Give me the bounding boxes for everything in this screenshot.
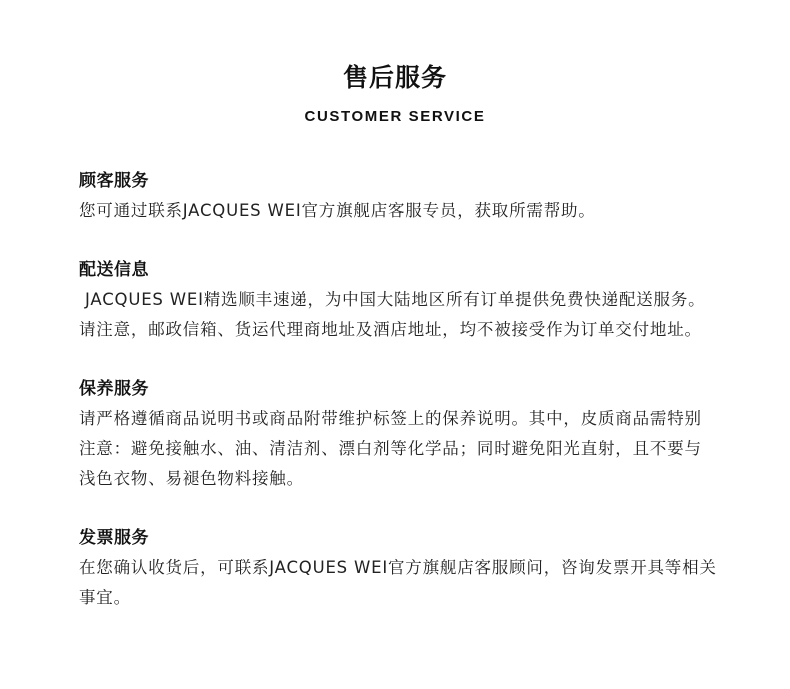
- page-subtitle: CUSTOMER SERVICE: [304, 108, 486, 125]
- section-paragraph: 您可通过联系JACQUES WEI官方旗舰店客服专员，获取所需帮助。: [79, 201, 596, 220]
- section-paragraph: 在您确认收货后，可联系JACQUES WEI官方旗舰店客服顾问，咨询发票开具等相关事宜。: [79, 558, 717, 607]
- page-header: [0, 58, 790, 128]
- section-title: 顾客服务: [79, 171, 149, 191]
- section-invoice-service: [79, 523, 719, 613]
- section-paragraph: 请注意，邮政信箱、货运代理商地址及酒店地址，均不被接受作为订单交付地址。: [79, 320, 702, 339]
- section-title: 保养服务: [79, 379, 149, 399]
- section-title: 配送信息: [79, 260, 149, 280]
- section-care-service: [79, 374, 719, 494]
- section-customer-service: [79, 166, 719, 226]
- section-delivery-info: [79, 255, 719, 345]
- section-paragraph: JACQUES WEI精选顺丰速递，为中国大陆地区所有订单提供免费快递配送服务。: [79, 290, 706, 309]
- page-title: 售后服务: [342, 63, 447, 92]
- section-title: 发票服务: [79, 528, 149, 548]
- section-paragraph: 请严格遵循商品说明书或商品附带维护标签上的保养说明。其中，皮质商品需特别注意：避免接触水、油、清洁剂、漂白剂等化学品；同时避免阳光直射，且不要与浅色衣物、易褪色物料接触。: [79, 409, 702, 488]
- service-content: [79, 166, 719, 642]
